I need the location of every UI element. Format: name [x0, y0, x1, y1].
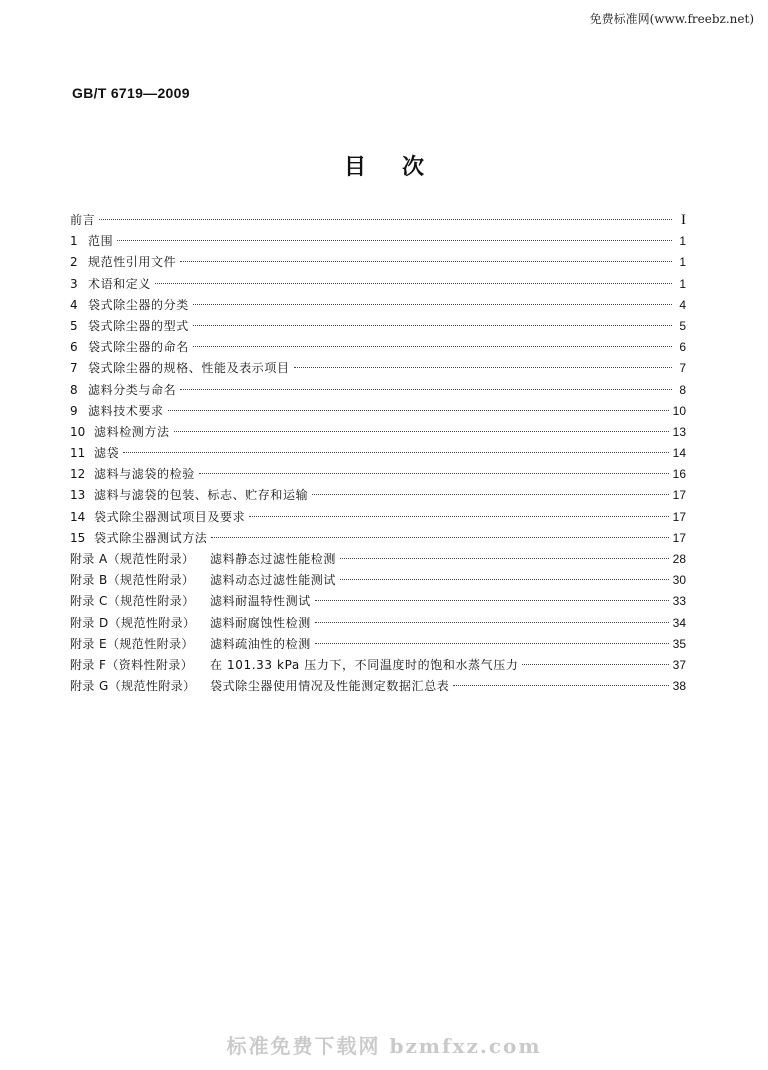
toc-entry-label: 滤料检测方法 — [94, 424, 170, 439]
toc-entry-number: 12 — [70, 467, 86, 482]
dot-leader — [199, 473, 669, 474]
toc-entry-label: 滤袋 — [94, 446, 120, 461]
toc-entry-label: 规范性引用文件 — [88, 255, 177, 270]
dot-leader — [168, 410, 669, 411]
toc-entry-label: 滤料技术要求 — [88, 403, 164, 418]
appendix-title: 滤料疏油性的检测 — [210, 636, 311, 651]
toc-entry-page: 14 — [672, 446, 686, 461]
toc-entry-number: 13 — [70, 488, 86, 503]
table-of-contents — [70, 210, 686, 697]
appendix-label: 附录 C（规范性附录） — [70, 594, 195, 609]
toc-appendix-entry[interactable] — [70, 676, 686, 697]
dot-leader — [312, 494, 668, 495]
toc-entry-page: 16 — [672, 467, 686, 482]
toc-entry-page: 5 — [679, 318, 686, 333]
dot-leader — [193, 304, 672, 305]
dot-leader — [340, 558, 669, 559]
toc-appendix-entry[interactable] — [70, 634, 686, 655]
appendix-label: 附录 G（规范性附录） — [70, 679, 196, 694]
toc-entry-number: 5 — [70, 318, 78, 333]
toc-entry[interactable] — [70, 210, 686, 231]
appendix-label: 附录 D（规范性附录） — [70, 615, 196, 630]
toc-entry-number: 10 — [70, 424, 86, 439]
dot-leader — [294, 367, 672, 368]
appendix-page: 37 — [672, 657, 686, 672]
appendix-title: 袋式除尘器使用情况及性能测定数据汇总表 — [210, 679, 450, 694]
appendix-title: 滤料动态过滤性能测试 — [210, 573, 337, 588]
appendix-title: 滤料耐温特性测试 — [210, 594, 311, 609]
appendix-page: 34 — [672, 615, 686, 630]
toc-entry-label: 范围 — [88, 234, 114, 249]
toc-entry-label: 滤料分类与命名 — [88, 382, 177, 397]
toc-entry[interactable] — [70, 528, 686, 549]
appendix-title: 滤料耐腐蚀性检测 — [210, 615, 311, 630]
toc-entry[interactable] — [70, 358, 686, 379]
toc-entry[interactable] — [70, 231, 686, 252]
toc-entry-number: 8 — [70, 382, 78, 397]
toc-entry[interactable] — [70, 401, 686, 422]
dot-leader — [180, 261, 672, 262]
toc-entry-number: 6 — [70, 340, 78, 355]
toc-entry[interactable] — [70, 337, 686, 358]
site-header-text: 免费标准网(www.freebz.net) — [589, 12, 754, 26]
toc-entry-number: 4 — [70, 297, 78, 312]
toc-entry-number: 15 — [70, 530, 86, 545]
toc-entry-page: 1 — [679, 255, 686, 270]
toc-entry-label: 滤料与滤袋的检验 — [94, 467, 195, 482]
toc-entry[interactable] — [70, 274, 686, 295]
toc-entry-page: 7 — [679, 361, 686, 376]
toc-entry[interactable] — [70, 485, 686, 506]
appendix-page: 33 — [672, 594, 686, 609]
appendix-page: 38 — [672, 679, 686, 694]
dot-leader — [211, 537, 668, 538]
toc-appendix-entry[interactable] — [70, 549, 686, 570]
toc-entry-page: 4 — [679, 297, 686, 312]
toc-entry-label: 袋式除尘器的命名 — [88, 340, 189, 355]
appendix-label: 附录 F（资料性附录） — [70, 657, 194, 672]
dot-leader — [522, 664, 668, 665]
toc-entry-page: 13 — [672, 424, 686, 439]
toc-entry-number: 14 — [70, 509, 86, 524]
dot-leader — [249, 516, 668, 517]
toc-entry-label: 袋式除尘器的规格、性能及表示项目 — [88, 361, 290, 376]
toc-entry-number: 11 — [70, 446, 86, 461]
appendix-page: 28 — [672, 552, 686, 566]
appendix-title: 在 101.33 kPa 压力下，不同温度时的饱和水蒸气压力 — [210, 657, 519, 672]
toc-entry-page: 8 — [679, 382, 686, 397]
toc-entry-label: 前言 — [70, 213, 96, 227]
toc-entry-number: 3 — [70, 276, 78, 291]
appendix-page: 30 — [672, 573, 686, 588]
toc-entry-number: 2 — [70, 255, 78, 270]
toc-entry[interactable] — [70, 422, 686, 443]
toc-entry[interactable] — [70, 380, 686, 401]
dot-leader — [123, 452, 668, 453]
toc-entry-label: 袋式除尘器的分类 — [88, 297, 189, 312]
appendix-label: 附录 B（规范性附录） — [70, 573, 195, 588]
toc-entry-number: 7 — [70, 361, 78, 376]
toc-entry[interactable] — [70, 252, 686, 273]
watermark-text: 标准免费下载网 bzmfxz.com — [226, 1034, 542, 1058]
dot-leader — [193, 325, 672, 326]
toc-entry[interactable] — [70, 507, 686, 528]
toc-entry-label: 袋式除尘器测试项目及要求 — [94, 509, 246, 524]
dot-leader — [193, 346, 672, 347]
dot-leader — [180, 389, 672, 390]
toc-entry[interactable] — [70, 443, 686, 464]
toc-entry-page: 1 — [679, 234, 686, 249]
toc-entry-page: 6 — [679, 340, 686, 355]
standard-number: GB/T 6719—2009 — [72, 85, 190, 101]
toc-appendix-entry[interactable] — [70, 613, 686, 634]
toc-entry-page: 17 — [672, 530, 686, 545]
appendix-label: 附录 A（规范性附录） — [70, 552, 195, 566]
appendix-page: 35 — [672, 636, 686, 651]
toc-entry-label: 袋式除尘器测试方法 — [94, 530, 208, 545]
page-title: 目次 — [343, 155, 460, 180]
toc-entry[interactable] — [70, 464, 686, 485]
toc-entry[interactable] — [70, 316, 686, 337]
toc-entry-page: I — [681, 212, 686, 228]
toc-entry-page: 10 — [672, 403, 686, 418]
toc-entry-label: 滤料与滤袋的包装、标志、贮存和运输 — [94, 488, 309, 503]
toc-entry-label: 袋式除尘器的型式 — [88, 318, 189, 333]
appendix-title: 滤料静态过滤性能检测 — [210, 552, 337, 566]
dot-leader — [99, 219, 672, 220]
dot-leader — [453, 685, 668, 686]
appendix-label: 附录 E（规范性附录） — [70, 636, 194, 651]
toc-entry-number: 1 — [70, 234, 78, 249]
toc-entry-number: 9 — [70, 403, 78, 418]
toc-appendix-entry[interactable] — [70, 655, 686, 676]
toc-entry[interactable] — [70, 295, 686, 316]
dot-leader — [117, 240, 672, 241]
dot-leader — [340, 579, 669, 580]
dot-leader — [315, 643, 669, 644]
toc-entry-label: 术语和定义 — [88, 276, 152, 291]
dot-leader — [155, 283, 672, 284]
toc-entry-page: 17 — [672, 488, 686, 503]
dot-leader — [315, 600, 669, 601]
toc-appendix-entry[interactable] — [70, 591, 686, 612]
dot-leader — [315, 622, 669, 623]
toc-appendix-entry[interactable] — [70, 570, 686, 591]
toc-entry-page: 1 — [679, 276, 686, 291]
toc-entry-page: 17 — [672, 509, 686, 524]
dot-leader — [174, 431, 669, 432]
